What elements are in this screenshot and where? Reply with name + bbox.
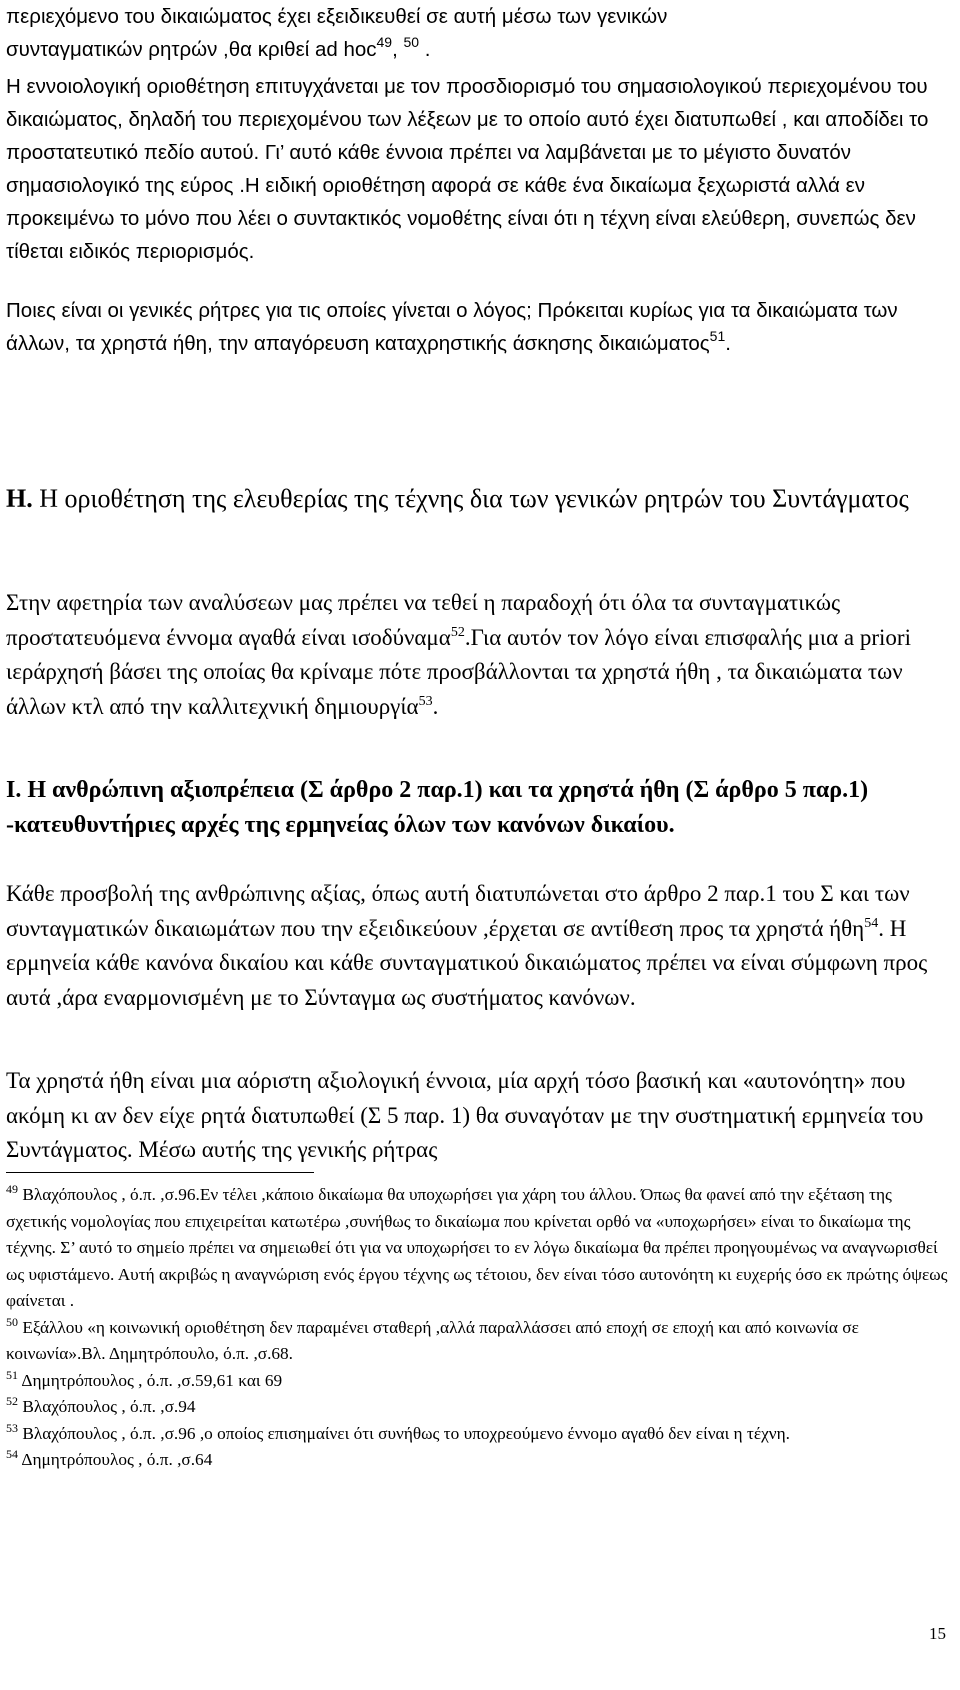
paragraph-text: Ποιες είναι οι γενικές ρήτρες για τις οποίες γίνεται ο λόγος; Πρόκειται κυρίως για τα δικαιώματα των άλλων, τα χρηστά ήθη, την απαγόρευση καταχρηστικής άσκησης δικαιώματος [6,299,898,355]
paragraph-end: . [419,38,431,61]
footnote-ref[interactable]: 50 [403,34,420,50]
separator: , [392,38,404,61]
section-heading-h [6,482,936,516]
footnote-52 [6,1394,951,1421]
footnote-text: Δημητρόπουλος , ό.π. ,σ.64 [18,1450,213,1469]
paragraph-text: . Η ερμηνεία κάθε κανόνα δικαίου και κάθε συνταγματικού δικαιώματος πρέπει να είναι σύμφωνη προς αυτά ,άρα εναρμονισμένη με το Σύνταγμα ως συστήματος κανόνων. [6,915,928,1010]
footnote-ref[interactable]: 52 [450,624,465,640]
paragraph-good-morals [6,1064,951,1168]
footnote-ref[interactable]: 49 [376,34,393,50]
footnote-text: Βλαχόπουλος , ό.π. ,σ.96.Εν τέλει ,κάποιο δικαίωμα θα υποχωρήσει για χάρη του άλλου. Όπως θα φανεί από την εξέταση της σχετικής νομολογίας που επιχειρείται κατωτέρω ,συνήθως το δικαίωμα που κρίνεται ορθό να «υποχωρήσει» είναι το δικαίωμα της τέχνης. Σ’ αυτό το σημείο πρέπει να σημειωθεί ότι για να υποχωρήσει το εν λόγω δικαίωμα θα πρέπει προηγουμένως να αναγνωρισθεί ως υφιστάμενο. Αυτή ακριβώς η αναγνώριση ενός έργου τέχνης ως τέτοιου, δεν είναι τόσο αυτονόητη κι ευχερής όσο εκ πρώτης όψεως φαίνεται . [6,1185,948,1310]
page-number: 15 [929,1624,946,1643]
paragraph-continuation [6,0,946,66]
paragraph-text: Στην αφετηρία των αναλύσεων μας πρέπει να τεθεί η παραδοχή ότι όλα τα συνταγματικώς προστατευόμενα έννομα αγαθά είναι ισοδύναμα [6,590,841,650]
footnote-ref[interactable]: 53 [418,693,433,709]
footnote-number: 52 [6,1394,18,1408]
paragraph-delimitation [6,70,946,268]
footnote-text: Βλαχόπουλος , ό.π. ,σ.94 [18,1397,196,1416]
paragraph-human-dignity [6,877,951,1015]
footnote-ref[interactable]: 54 [864,915,879,931]
footnote-number: 50 [6,1314,18,1329]
paragraph-text: συνταγματικών ρητρών ,θα κριθεί ad hoc [6,38,377,61]
footnotes [6,1182,951,1474]
footnote-number: 53 [6,1420,18,1435]
paragraph-text: Κάθε προσβολή της ανθρώπινης αξίας, όπως αυτή διατυπώνεται στο άρθρο 2 παρ.1 του Σ και των συνταγματικών δικαιωμάτων που την εξειδικεύουν ,έρχεται σε αντίθεση προς τα χρηστά ήθη [6,881,910,941]
paragraph-text: Τα χρηστά ήθη είναι μια αόριστη αξιολογική έννοια, μία αρχή τόσο βασική και «αυτονόητη» που ακόμη κι αν δεν είχε ρητά διατυπωθεί (Σ 5 παρ. 1) θα συναγόταν με την συστηματική ερμηνεία του Συντάγματος. Μέσω αυτής της γενικής ρήτρας [6,1068,924,1162]
heading-letter: Η. [6,484,33,513]
footnote-number: 49 [6,1182,18,1196]
paragraph-end: . [725,332,731,355]
footnote-text: Βλαχόπουλος , ό.π. ,σ.96 ,ο οποίος επισημαίνει ότι συνήθως το υποχρεούμενο έννομο αγαθό δεν είναι η τέχνη. [18,1423,790,1443]
paragraph-equivalence [6,586,951,724]
section-heading-i: Ι. Η ανθρώπινη αξιοπρέπεια (Σ άρθρο 2 παρ.1) και τα χρηστά ήθη (Σ άρθρο 5 παρ.1) -κατευθυντήριες αρχές της ερμηνείας όλων των κανόνων δικαίου. [6,777,869,838]
paragraph-text: .Για αυτόν τον λόγο είναι επισφαλής μια a priori ιεράρχησή βάσει της οποίας θα κρίναμε πότε προσβάλλονται τα χρηστά ήθη , τα δικαιώματα των άλλων κτλ από την καλλιτεχνική δημιουργία [6,624,911,719]
footnote-separator [6,1172,314,1173]
footnote-number: 51 [6,1367,18,1382]
heading-text: Η οριοθέτηση της ελευθερίας της τέχνης δια των γενικών ρητρών του Συντάγματος [32,484,909,513]
footnote-49 [6,1182,951,1315]
paragraph-end: . [432,693,439,719]
footnote-53 [6,1421,951,1448]
footnote-51 [6,1368,951,1395]
footnote-number: 54 [6,1447,18,1461]
footnote-50 [6,1315,951,1368]
paragraph-text: Η εννοιολογική οριοθέτηση επιτυγχάνεται με τον προσδιορισμό του σημασιολογικού περιεχομένου του δικαιώματος, δηλαδή του περιεχομένου των λέξεων με το οποίο αυτό έχει διατυπωθεί , και αποδίδει το προστατευτικό πεδίο αυτού. Γι’ αυτό κάθε έννοια πρέπει να λαμβάνεται με το μέγιστο δυνατόν σημασιολογικό της εύρος .Η ειδική οριοθέτηση αφορά σε κάθε ένα δικαίωμα ξεχωριστά αλλά εν προκειμένω το μόνο που λέει ο συντακτικός νομοθέτης είναι ότι η τέχνη είναι ελεύθερη, συνεπώς δεν τίθεται ειδικός περιορισμός. [6,75,929,263]
footnote-text: Δημητρόπουλος , ό.π. ,σ.59,61 και 69 [18,1370,283,1390]
footnote-text: Εξάλλου «η κοινωνική οριοθέτηση δεν παραμένει σταθερή ,αλλά παραλλάσσει από εποχή σε εποχή και από κοινωνία σε κοινωνία».Βλ. Δημητρόπουλο, ό.π. ,σ.68. [6,1317,859,1363]
footnote-ref[interactable]: 51 [709,328,726,344]
paragraph-line: περιεχόμενο του δικαιώματος έχει εξειδικευθεί σε αυτή μέσω των γενικών [6,5,668,28]
paragraph-general-clauses [6,294,946,360]
paragraph-line [6,33,946,66]
footnote-54 [6,1447,951,1474]
